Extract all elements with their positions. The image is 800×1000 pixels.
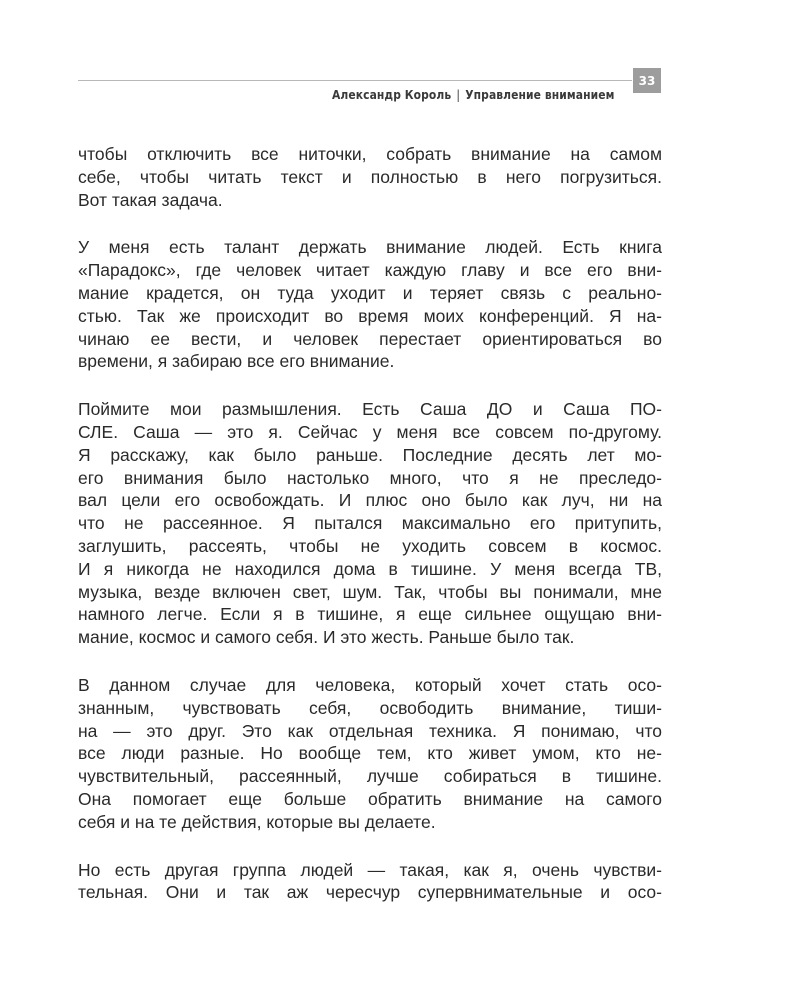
text-line: все люди разные. Но вообще тем, кто живет умом, кто не-	[78, 743, 662, 764]
text-line: его внимания было настолько много, что я не преследо-	[78, 467, 662, 488]
text-line: У меня есть талант держать внимание людей. Есть книга	[78, 237, 662, 258]
paragraph-1	[78, 143, 662, 211]
text-line: чинаю ее вести, и человек перестает ориентироваться во	[78, 328, 662, 349]
text-line: «Парадокс», где человек читает каждую главу и все его вни-	[78, 260, 662, 281]
paragraph-4	[78, 674, 662, 834]
text-line: намного легче. Если я в тишине, я еще сильнее ощущаю вни-	[78, 604, 662, 625]
text-line: В данном случае для человека, который хочет стать осо-	[78, 674, 662, 695]
text-line: Поймите мои размышления. Есть Саша ДО и Саша ПО-	[78, 399, 662, 420]
text-line: СЛЕ. Саша — это я. Сейчас у меня все совсем по-другому.	[78, 421, 662, 442]
header-separator: |	[455, 87, 460, 102]
paragraph-5	[78, 859, 662, 905]
text-line: заглушить, рассеять, чтобы не уходить совсем в космос.	[78, 535, 662, 556]
text-line: что не рассеянное. Я пытался максимально его притупить,	[78, 513, 662, 534]
text-line: Я расскажу, как было раньше. Последние десять лет мо-	[78, 444, 662, 465]
text-line: знанным, чувствовать себя, освободить внимание, тиши-	[78, 697, 662, 718]
text-line: мание крадется, он туда уходит и теряет связь с реально-	[78, 282, 662, 303]
text-line: чувствительный, рассеянный, лучше собираться в тишине.	[78, 766, 662, 787]
author-name: Александр Король	[331, 87, 451, 102]
text-line: себе, чтобы читать текст и полностью в него погрузиться.	[78, 166, 662, 187]
text-line: стью. Так же происходит во время моих конференций. Я на-	[78, 305, 662, 326]
text-line: тельная. Они и так аж чересчур супервнимательные и осо-	[78, 882, 662, 903]
book-title: Управление вниманием	[464, 87, 614, 102]
text-line: на — это друг. Это как отдельная техника. Я понимаю, что	[78, 720, 662, 741]
body-text	[78, 143, 662, 929]
page-number: 33	[633, 68, 661, 93]
text-line: музыка, везде включен свет, шум. Так, чтобы вы понимали, мне	[78, 581, 662, 602]
text-line: времени, я забираю все его внимание.	[78, 351, 395, 372]
running-head	[332, 87, 614, 102]
text-line: чтобы отключить все ниточки, собрать внимание на самом	[78, 144, 662, 164]
text-line: И я никогда не находился дома в тишине. У меня всегда ТВ,	[78, 558, 662, 579]
text-line: вал цели его освобождать. И плюс оно было как луч, ни на	[78, 490, 662, 511]
paragraph-2	[78, 236, 662, 373]
text-line: Она помогает еще больше обратить внимание на самого	[78, 788, 662, 809]
header-rule	[78, 80, 632, 81]
paragraph-3	[78, 398, 662, 649]
text-line: Но есть другая группа людей — такая, как я, очень чувстви-	[78, 859, 662, 880]
text-line: мание, космос и самого себя. И это жесть. Раньше было так.	[78, 627, 575, 648]
text-line: себя и на те действия, которые вы делаете.	[78, 811, 436, 832]
text-line: Вот такая задача.	[78, 189, 223, 210]
